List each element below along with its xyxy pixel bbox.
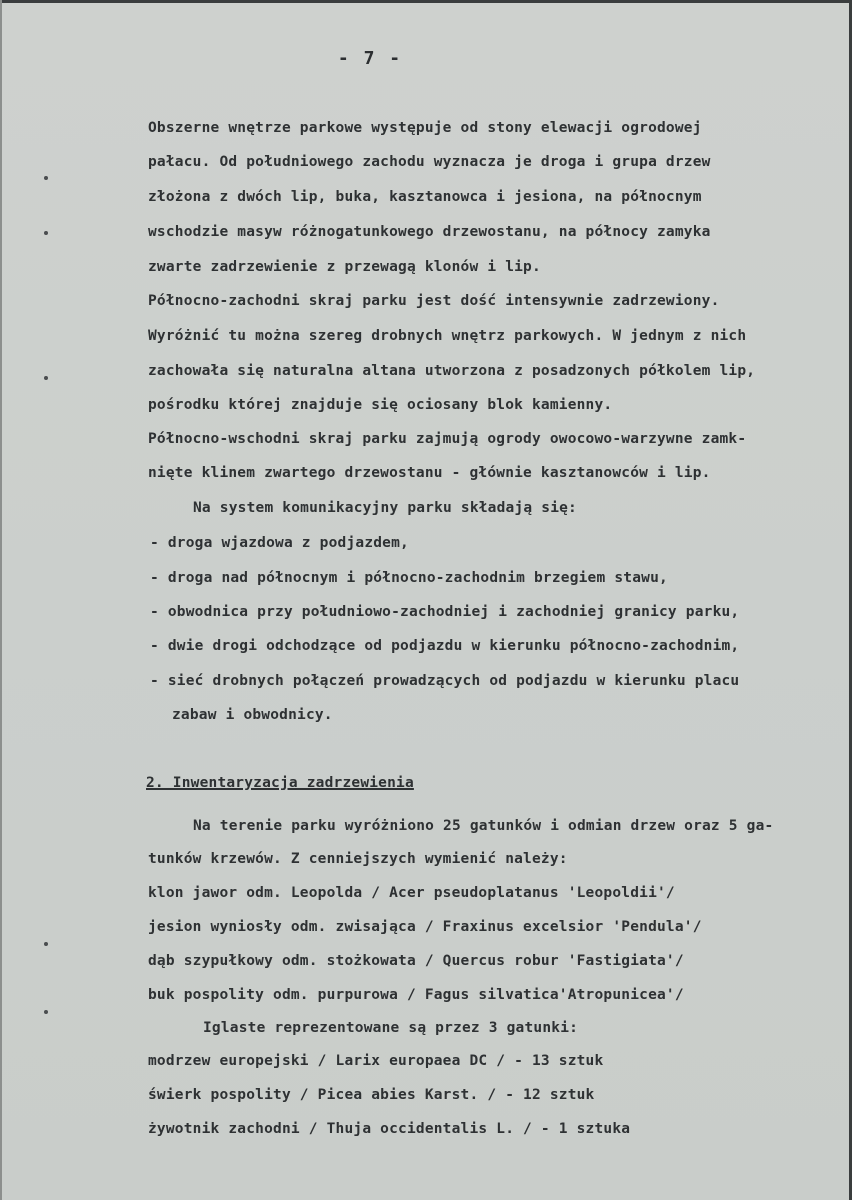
page-number: - 7 - (337, 48, 403, 69)
list-item: - obwodnica przy południowo-zachodniej i zachodniej granicy parku, (150, 604, 740, 620)
punch-hole-mark (44, 231, 48, 235)
text-line: zwarte zadrzewienie z przewagą klonów i lip. (148, 259, 541, 275)
list-item: - sieć drobnych połączeń prowadzących od podjazdu w kierunku placu (150, 673, 740, 689)
species-line: buk pospolity odm. purpurowa / Fagus silvatica'Atropunicea'/ (148, 987, 684, 1003)
text-line: Wyróżnić tu można szereg drobnych wnętrz parkowych. W jednym z nich (148, 328, 747, 344)
section-heading: 2. Inwentaryzacja zadrzewienia (146, 775, 414, 791)
text-line: Północno-zachodni skraj parku jest dość intensywnie zadrzewiony. (148, 293, 720, 309)
species-line: modrzew europejski / Larix europaea DC / - 13 sztuk (148, 1053, 604, 1069)
list-item: - droga wjazdowa z podjazdem, (150, 535, 409, 551)
text-line: zachowała się naturalna altana utworzona z posadzonych półkolem lip, (148, 363, 756, 379)
list-item: - dwie drogi odchodzące od podjazdu w kierunku północno-zachodnim, (150, 638, 740, 654)
text-line: wschodzie masyw różnogatunkowego drzewostanu, na północy zamyka (148, 224, 711, 240)
text-line: Na system komunikacyjny parku składają się: (193, 500, 577, 516)
scan-edge-left (0, 0, 2, 1200)
species-line: świerk pospolity / Picea abies Karst. / - 12 sztuk (148, 1087, 595, 1103)
list-item: - droga nad północnym i północno-zachodnim brzegiem stawu, (150, 570, 668, 586)
text-line: Iglaste reprezentowane są przez 3 gatunki: (203, 1020, 579, 1036)
species-line: klon jawor odm. Leopolda / Acer pseudoplatanus 'Leopoldii'/ (148, 885, 675, 901)
text-line: Na terenie parku wyróżniono 25 gatunków i odmian drzew oraz 5 ga- (193, 818, 774, 834)
punch-hole-mark (44, 1010, 48, 1014)
punch-hole-mark (44, 942, 48, 946)
text-line: pośrodku której znajduje się ociosany blok kamienny. (148, 397, 613, 413)
text-line: nięte klinem zwartego drzewostanu - głównie kasztanowców i lip. (148, 465, 711, 481)
species-line: żywotnik zachodni / Thuja occidentalis L. / - 1 sztuka (148, 1121, 631, 1137)
text-line: Północno-wschodni skraj parku zajmują ogrody owocowo-warzywne zamk- (148, 431, 747, 447)
text-line: Obszerne wnętrze parkowe występuje od stony elewacji ogrodowej (148, 120, 702, 136)
species-line: jesion wyniosły odm. zwisająca / Fraxinus excelsior 'Pendula'/ (148, 919, 702, 935)
text-line: pałacu. Od południowego zachodu wyznacza je droga i grupa drzew (148, 154, 711, 170)
punch-hole-mark (44, 176, 48, 180)
text-line: tunków krzewów. Z cenniejszych wymienić należy: (148, 851, 568, 867)
punch-hole-mark (44, 376, 48, 380)
species-line: dąb szypułkowy odm. stożkowata / Quercus robur 'Fastigiata'/ (148, 953, 684, 969)
list-item-continuation: zabaw i obwodnicy. (172, 707, 333, 723)
text-line: złożona z dwóch lip, buka, kasztanowca i jesiona, na północnym (148, 189, 702, 205)
scan-edge-top (0, 0, 852, 3)
